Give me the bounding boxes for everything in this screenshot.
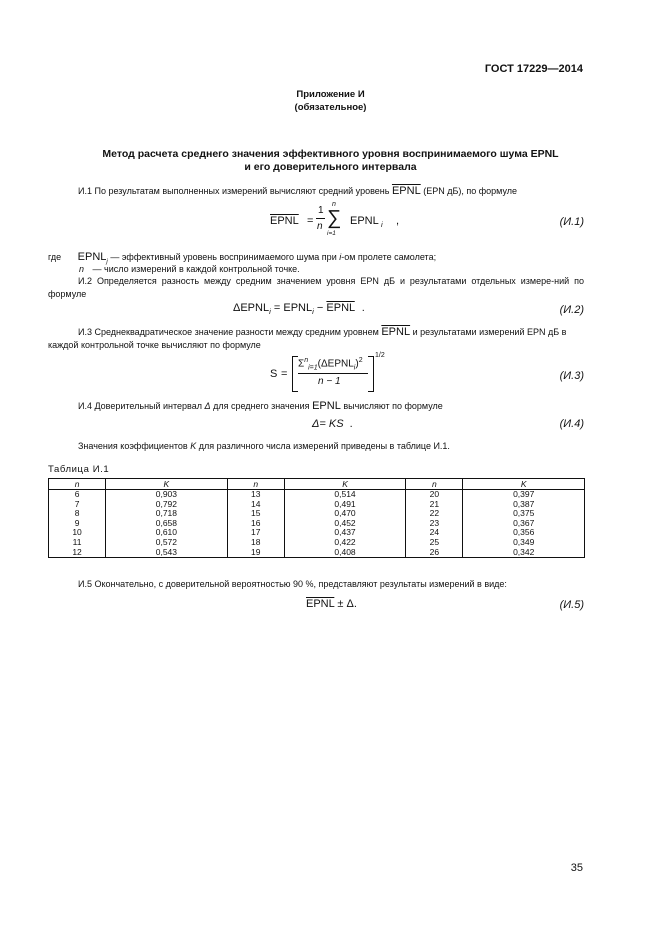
table-cell: 0,375 — [463, 509, 585, 519]
formula-number-i2: (И.2) — [559, 304, 584, 316]
i3-text-b: и результатами измерений EPN дБ в каждой контрольной точке вычисляют по формуле — [48, 327, 567, 350]
where-label: где — [48, 252, 62, 262]
where-epnl-sub: j — [106, 257, 108, 265]
table-row — [49, 509, 585, 519]
f3-frac-bar — [298, 373, 368, 374]
f3-pow-den: 2 — [380, 352, 385, 359]
table-cell: 0,658 — [106, 519, 228, 529]
header-n-1: n — [49, 479, 106, 490]
f3-eq: = — [281, 368, 288, 380]
where-epnl: EPNL — [77, 251, 107, 263]
f5-tail: . — [353, 598, 357, 610]
f1-sum-bottom: i=1 — [327, 230, 336, 237]
table-cell: 22 — [406, 509, 463, 519]
f1-tail: , — [396, 215, 400, 227]
f1-eq: = — [307, 215, 314, 227]
table-cell: 26 — [406, 548, 463, 558]
formula-i3 — [270, 354, 400, 394]
table-cell: 0,408 — [284, 548, 406, 558]
title-line-2: и его доверительного интервала — [244, 161, 417, 173]
f4-tail: . — [349, 418, 353, 430]
formula-number-i5: (И.5) — [559, 599, 584, 611]
table-cell: 0,572 — [106, 538, 228, 548]
header-k-2: K — [284, 479, 406, 490]
table-cell: 23 — [406, 519, 463, 529]
table-cell: 25 — [406, 538, 463, 548]
where-n-text: — число измерений в каждой контрольной точке. — [92, 264, 300, 274]
table-cell: 0,437 — [284, 528, 406, 538]
header-k-3: K — [463, 479, 585, 490]
kvals-text-b: для различного числа измерений приведены в таблице И.1. — [198, 441, 450, 451]
f2-delta-sub: i — [269, 307, 271, 317]
table-cell: 11 — [49, 538, 106, 548]
f4-text: Δ= KS — [312, 418, 344, 430]
f5-d: Δ — [346, 598, 354, 610]
table-cell: 15 — [227, 509, 284, 519]
f3-lhs: S — [270, 368, 278, 380]
formula-i1 — [270, 201, 470, 245]
where-epnl-text: — эффективный уровень воспринимаемого шума при — [110, 252, 337, 262]
table-header-row — [49, 479, 585, 490]
f3-numerator: $\Sigma^n_{i=1}(\Delta EPNL_i)^2$ — [298, 357, 363, 372]
formula-i5 — [306, 598, 357, 610]
table-cell: 16 — [227, 519, 284, 529]
right-bracket-icon — [368, 356, 374, 392]
f1-frac-bar — [316, 218, 325, 219]
f1-lhs: EPNL — [270, 215, 299, 227]
table-cell: 10 — [49, 528, 106, 538]
kvals-text-a: Значения коэффициентов — [78, 441, 188, 451]
formula-i4 — [312, 418, 353, 430]
formula-number-i1: (И.1) — [559, 216, 584, 228]
table-cell: 13 — [227, 490, 284, 500]
f3-sum-sup: n — [304, 357, 309, 364]
i4-text-b: для среднего значения — [213, 401, 310, 411]
paragraph-i2: И.2 Определяется разность между средним значением уровня EPN дБ и результатами отдельных измере-ний по формуле — [48, 276, 584, 299]
title-line-1: Метод расчета среднего значения эффективного уровня воспринимаемого шума EPNL — [102, 148, 559, 160]
table-caption: Таблица И.1 — [48, 464, 110, 475]
table-cell: 9 — [49, 519, 106, 529]
f2-minus: − — [316, 302, 324, 314]
f1-term-sub: i — [381, 220, 383, 229]
paragraph-i5: И.5 Окончательно, с доверительной вероятностью 90 %, представляют результаты измерений в виде: — [78, 579, 507, 589]
table-cell: 0,903 — [106, 490, 228, 500]
table-cell: 0,514 — [284, 490, 406, 500]
appendix-note: (обязательное) — [294, 102, 367, 113]
table-cell: 19 — [227, 548, 284, 558]
page-number: 35 — [570, 862, 583, 874]
table-cell: 0,543 — [106, 548, 228, 558]
formula-number-i3: (И.3) — [559, 370, 584, 382]
header-k-1: K — [106, 479, 228, 490]
table-cell: 24 — [406, 528, 463, 538]
coefficients-table — [48, 478, 585, 558]
f5-pm: ± — [337, 598, 344, 610]
i4-delta: Δ — [204, 401, 211, 411]
where-epnl-text-2: -ом пролете самолета; — [341, 252, 437, 262]
f2-tail: . — [361, 302, 365, 314]
where-i: i — [339, 252, 342, 262]
f2-a: EPNL — [283, 302, 313, 314]
table-cell: 0,367 — [463, 519, 585, 529]
f3-body-sup: 2 — [358, 357, 363, 364]
table-cell: 7 — [49, 500, 106, 510]
table-cell: 0,397 — [463, 490, 585, 500]
formula-i2 — [233, 302, 365, 316]
f2-a-sub: i — [312, 307, 314, 317]
where-n-symbol: n — [79, 264, 85, 274]
table-cell: 0,452 — [284, 519, 406, 529]
kvals-k: K — [190, 441, 197, 451]
f3-den: n − 1 — [318, 376, 341, 387]
table-cell: 18 — [227, 538, 284, 548]
table-cell: 21 — [406, 500, 463, 510]
appendix-title: Приложение И — [296, 89, 365, 100]
document-title — [0, 148, 661, 174]
table-cell: 12 — [49, 548, 106, 558]
appendix-heading — [0, 88, 661, 114]
table-cell: 6 — [49, 490, 106, 500]
i3-text-a: И.3 Среднеквадратическое значение разности между средним уровнем — [78, 327, 379, 337]
table-cell: 0,422 — [284, 538, 406, 548]
i3-epnl: EPNL — [381, 326, 411, 338]
f3-sum-sub: i=1 — [308, 364, 318, 372]
f3-body: (ΔEPNL — [317, 358, 354, 370]
table-cell: 0,349 — [463, 538, 585, 548]
paragraph-i1 — [48, 185, 584, 198]
table-cell: 8 — [49, 509, 106, 519]
i4-epnl: EPNL — [312, 400, 341, 412]
table-row — [49, 519, 585, 529]
f1-den: n — [317, 221, 323, 232]
f1-sum-top: n — [332, 201, 336, 208]
table-row — [49, 548, 585, 558]
f3-pow-num: 1 — [375, 352, 379, 359]
table-cell: 0,342 — [463, 548, 585, 558]
i1-epnl: EPNL — [391, 185, 421, 197]
table-cell: 0,387 — [463, 500, 585, 510]
header-n-2: n — [227, 479, 284, 490]
f5-a: EPNL — [306, 598, 335, 610]
i1-text-a: И.1 По результатам выполненных измерений вычисляют средний уровень — [78, 186, 390, 196]
f1-term: EPNL — [350, 215, 379, 227]
i4-text-c: вычисляют по формуле — [343, 401, 443, 411]
f2-delta: ΔEPNL — [233, 302, 270, 314]
table-row — [49, 500, 585, 510]
f2-eq: = — [273, 302, 281, 314]
f1-num: 1 — [318, 205, 324, 216]
table-cell: 0,356 — [463, 528, 585, 538]
table-cell: 0,718 — [106, 509, 228, 519]
f3-body-sub: i — [353, 364, 356, 372]
table-row — [49, 528, 585, 538]
paragraph-i4 — [48, 400, 584, 413]
header-n-3: n — [406, 479, 463, 490]
f2-b: EPNL — [326, 302, 355, 314]
table-cell: 20 — [406, 490, 463, 500]
table-cell: 17 — [227, 528, 284, 538]
f3-sum: Σ — [298, 358, 305, 370]
table-cell: 14 — [227, 500, 284, 510]
table-cell: 0,470 — [284, 509, 406, 519]
i1-text-b: (EPN дБ), по формуле — [423, 186, 518, 196]
table-cell: 0,491 — [284, 500, 406, 510]
standard-number: ГОСТ 17229—2014 — [484, 63, 583, 75]
table-body — [49, 490, 585, 558]
sigma-icon: ∑ — [327, 207, 342, 229]
formula-number-i4: (И.4) — [559, 418, 584, 430]
table-cell: 0,610 — [106, 528, 228, 538]
table-row — [49, 538, 585, 548]
paragraph-k-values — [48, 440, 584, 453]
paragraph-i3 — [48, 326, 584, 352]
f3-power: 1/2 — [375, 352, 385, 359]
i4-text-a: И.4 Доверительный интервал — [78, 401, 202, 411]
table-cell: 0,792 — [106, 500, 228, 510]
table-row — [49, 490, 585, 500]
